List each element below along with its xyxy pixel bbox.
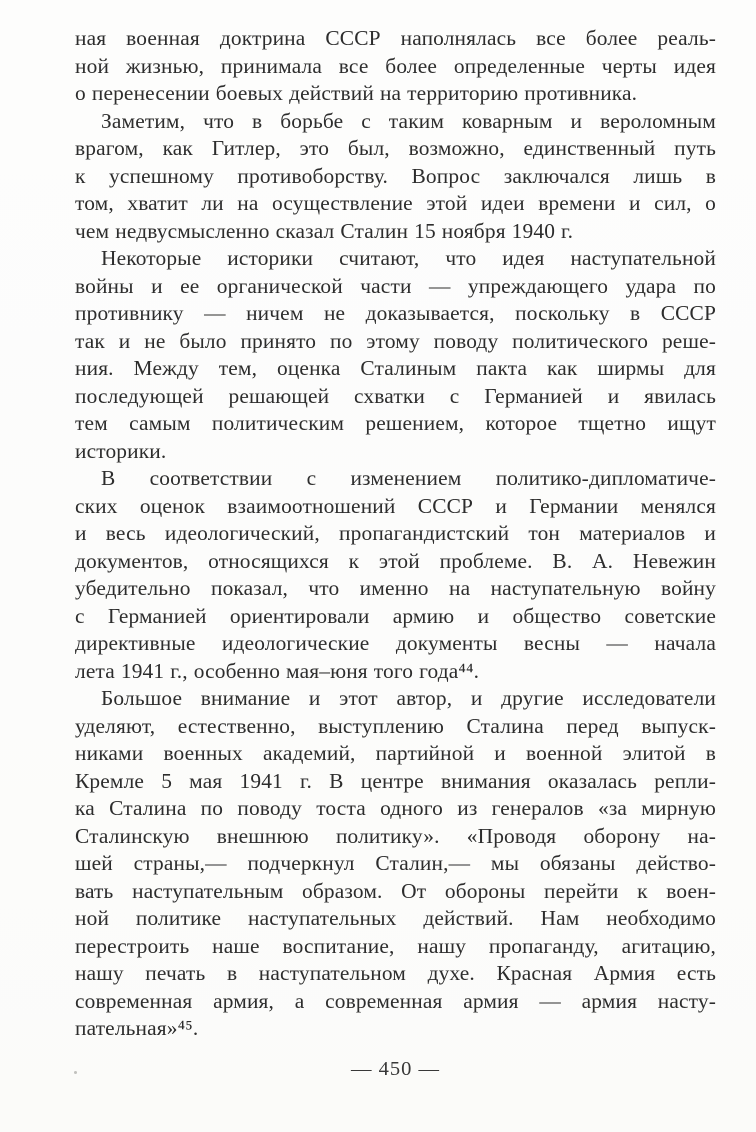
- body-text-block: [75, 25, 716, 1043]
- text-line: Сталинскую внешнюю политику». «Проводя оборону на-: [75, 823, 716, 848]
- text-line: ния. Между тем, оценка Сталиным пакта как ширмы для: [75, 356, 716, 380]
- text-line: историки.: [75, 438, 167, 463]
- text-line: уделяют, естественно, выступлению Сталина перед выпуск-: [75, 713, 716, 738]
- text-line: ка Сталина по поводу тоста одного из генералов «за мирную: [75, 796, 716, 820]
- text-line: врагом, как Гитлер, это был, возможно, единственный путь: [75, 136, 716, 160]
- text-line: лета 1941 г., особенно мая–юня того года⁴⁴.: [75, 658, 480, 683]
- text-line: Некоторые историки считают, что идея наступательной: [101, 246, 716, 270]
- text-line: к успешному противоборству. Вопрос заключался лишь в: [75, 163, 716, 188]
- text-line: современная армия, а современная армия — армия насту-: [75, 988, 716, 1013]
- text-line: шей страны,— подчеркнул Сталин,— мы обязаны действо-: [75, 851, 716, 875]
- text-line: с Германией ориентировали армию и общество советские: [75, 603, 716, 628]
- text-line: ной жизнью, принимала все более определенные черты идея: [75, 53, 716, 78]
- text-line: Кремле 5 мая 1941 г. В центре внимания оказалась репли-: [75, 768, 716, 793]
- text-line: ная военная доктрина СССР наполнялась все более реаль-: [75, 26, 716, 50]
- text-line: вать наступательным образом. От обороны перейти к воен-: [75, 878, 716, 903]
- text-line: и весь идеологический, пропагандистский тон материалов и: [75, 521, 716, 545]
- page-number: — 450 —: [351, 1058, 440, 1080]
- text-line: последующей решающей схватки с Германией и явилась: [75, 383, 716, 408]
- paragraph: [75, 25, 716, 108]
- text-line: документов, относящихся к этой проблеме. В. А. Невежин: [75, 548, 716, 573]
- text-line: так и не было принято по этому поводу политического реше-: [75, 328, 716, 353]
- text-line: пательная»⁴⁵.: [75, 1016, 199, 1040]
- paragraph: [75, 465, 716, 685]
- text-line: противнику — ничем не доказывается, поскольку в СССР: [75, 301, 716, 325]
- text-line: Заметим, что в борьбе с таким коварным и вероломным: [101, 108, 716, 133]
- paragraph: [75, 685, 716, 1043]
- text-line: ских оценок взаимоотношений СССР и Германии менялся: [75, 493, 716, 518]
- text-line: перестроить наше воспитание, нашу пропаганду, агитацию,: [75, 933, 716, 958]
- text-line: чем недвусмысленно сказал Сталин 15 ноября 1940 г.: [75, 218, 574, 243]
- text-line: о перенесении боевых действий на территорию противника.: [75, 81, 638, 105]
- text-line: нашу печать в наступательном духе. Красная Армия есть: [75, 961, 716, 985]
- text-line: В соответствии с изменением политико-дипломатиче-: [101, 466, 716, 490]
- text-line: ной политике наступательных действий. Нам необходимо: [75, 906, 716, 930]
- text-line: том, хватит ли на осуществление этой идеи времени и сил, о: [75, 191, 716, 215]
- text-line: никами военных академий, партийной и военной элитой в: [75, 741, 716, 765]
- paragraph: [75, 108, 716, 246]
- text-line: директивные идеологические документы весны — начала: [75, 631, 716, 655]
- text-line: Большое внимание и этот автор, и другие исследователи: [101, 686, 716, 710]
- paragraph: [75, 245, 716, 465]
- text-line: войны и ее органической части — упреждающего удара по: [75, 273, 716, 298]
- text-line: убедительно показал, что именно на наступательную войну: [75, 576, 716, 600]
- text-line: тем самым политическим решением, которое тщетно ищут: [75, 411, 716, 435]
